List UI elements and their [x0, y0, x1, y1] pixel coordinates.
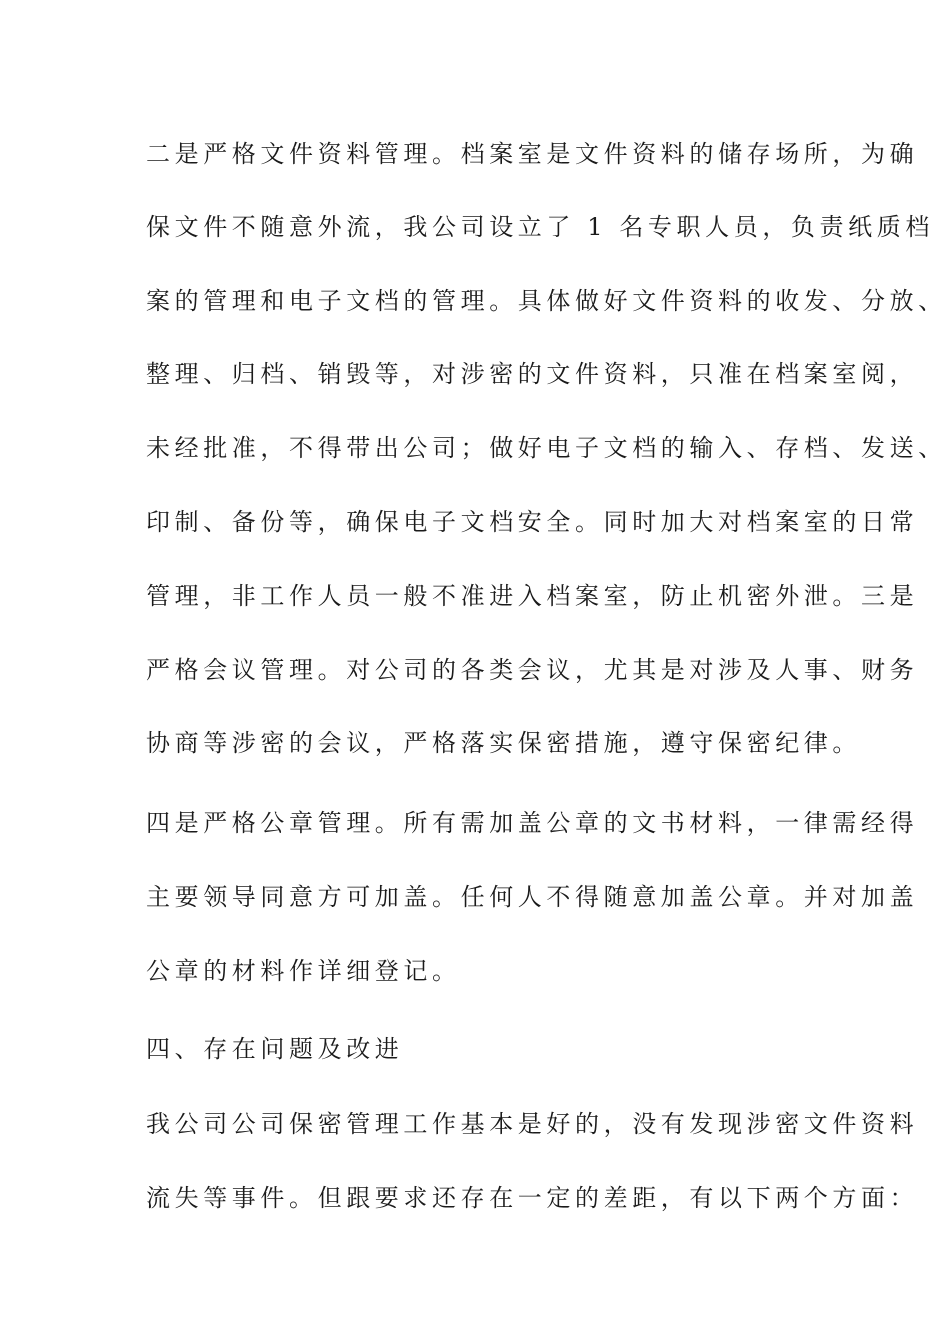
paragraph-line: 协商等涉密的会议，严格落实保密措施，遵守保密纪律。: [146, 729, 861, 757]
paragraph-line: 案的管理和电子文档的管理。具体做好文件资料的收发、分放、: [146, 287, 947, 315]
paragraph-line: 四是严格公章管理。所有需加盖公章的文书材料，一律需经得: [146, 809, 919, 837]
paragraph-line: 二是严格文件资料管理。档案室是文件资料的储存场所，为确: [146, 140, 919, 168]
paragraph-line: 管理，非工作人员一般不准进入档案室，防止机密外泄。三是: [146, 582, 919, 610]
paragraph-line: 主要领导同意方可加盖。任何人不得随意加盖公章。并对加盖: [146, 883, 919, 911]
paragraph-line: 流失等事件。但跟要求还存在一定的差距，有以下两个方面：: [146, 1184, 919, 1212]
paragraph-line: 公章的材料作详细登记。: [146, 957, 461, 985]
paragraph-line: 印制、备份等，确保电子文档安全。同时加大对档案室的日常: [146, 508, 919, 536]
paragraph-line: 保文件不随意外流，我公司设立了 1 名专职人员，负责纸质档: [146, 213, 934, 241]
paragraph-line: 整理、归档、销毁等，对涉密的文件资料，只准在档案室阅，: [146, 360, 919, 388]
section-heading: 四、存在问题及改进: [146, 1035, 404, 1063]
paragraph-line: 未经批准，不得带出公司；做好电子文档的输入、存档、发送、: [146, 434, 947, 462]
paragraph-line: 我公司公司保密管理工作基本是好的，没有发现涉密文件资料: [146, 1110, 919, 1138]
paragraph-line: 严格会议管理。对公司的各类会议，尤其是对涉及人事、财务: [146, 656, 919, 684]
